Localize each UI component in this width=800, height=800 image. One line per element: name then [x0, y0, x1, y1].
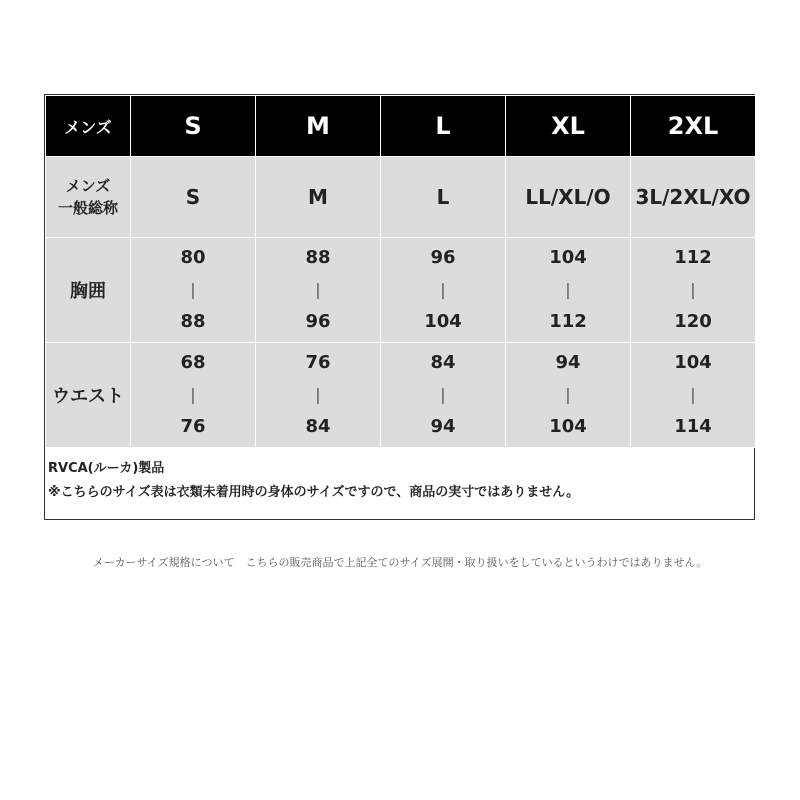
size-header-row — [46, 96, 756, 157]
range-separator: | — [440, 280, 446, 299]
chest-cell-s — [131, 238, 256, 343]
chest-min: 112 — [674, 247, 712, 268]
range-separator: | — [690, 280, 696, 299]
chest-row — [46, 238, 756, 343]
range-separator: | — [190, 280, 196, 299]
waist-max: 76 — [180, 416, 206, 437]
range-separator: | — [190, 385, 196, 404]
chest-min: 80 — [180, 247, 206, 268]
range-separator: | — [315, 385, 321, 404]
waist-cell-xl — [506, 343, 631, 448]
header-size-l: L — [381, 96, 506, 157]
waist-min: 68 — [180, 352, 206, 373]
header-size-2xl: 2XL — [631, 96, 756, 157]
chest-min: 104 — [549, 247, 587, 268]
waist-label: ウエスト — [46, 343, 131, 448]
range-separator: | — [565, 280, 571, 299]
chest-max: 88 — [180, 311, 206, 332]
header-size-s: S — [131, 96, 256, 157]
range-separator: | — [690, 385, 696, 404]
waist-min: 104 — [674, 352, 712, 373]
waist-max: 94 — [430, 416, 456, 437]
chest-label: 胸囲 — [46, 238, 131, 343]
header-size-m: M — [256, 96, 381, 157]
waist-row — [46, 343, 756, 448]
disclaimer-note: ※こちらのサイズ表は衣類未着用時の身体のサイズですので、商品の実寸ではありません。 — [48, 485, 580, 500]
range-separator: | — [565, 385, 571, 404]
chest-max: 120 — [674, 311, 712, 332]
chest-max: 96 — [305, 311, 331, 332]
chest-cell-m — [256, 238, 381, 343]
range-separator: | — [315, 280, 321, 299]
general-size-row — [46, 157, 756, 238]
general-size-label — [46, 157, 131, 238]
chest-cell-xl — [506, 238, 631, 343]
general-size-m: M — [256, 157, 381, 238]
waist-min: 76 — [305, 352, 331, 373]
general-size-label-line1: メンズ — [65, 177, 111, 195]
general-size-2xl: 3L/2XL/XO — [631, 157, 756, 238]
chest-max: 104 — [424, 311, 462, 332]
header-size-xl: XL — [506, 96, 631, 157]
waist-max: 104 — [549, 416, 587, 437]
footer-note: メーカーサイズ規格について こちらの販売商品で上記全てのサイズ展開・取り扱いをしているというわけではありません。 — [92, 556, 708, 569]
general-size-xl: LL/XL/O — [506, 157, 631, 238]
general-size-l: L — [381, 157, 506, 238]
chest-min: 96 — [430, 247, 456, 268]
waist-max: 114 — [674, 416, 712, 437]
general-size-s: S — [131, 157, 256, 238]
waist-cell-s — [131, 343, 256, 448]
waist-min: 84 — [430, 352, 456, 373]
waist-min: 94 — [555, 352, 581, 373]
waist-cell-2xl — [631, 343, 756, 448]
waist-cell-m — [256, 343, 381, 448]
waist-max: 84 — [305, 416, 331, 437]
notes-block — [48, 457, 748, 505]
chest-cell-l — [381, 238, 506, 343]
chest-cell-2xl — [631, 238, 756, 343]
header-category-cell: メンズ — [46, 96, 131, 157]
size-table — [45, 95, 756, 448]
chest-min: 88 — [305, 247, 331, 268]
chest-max: 112 — [549, 311, 587, 332]
brand-note: RVCA(ルーカ)製品 — [48, 461, 165, 476]
waist-cell-l — [381, 343, 506, 448]
general-size-label-line2: 一般総称 — [57, 199, 118, 217]
range-separator: | — [440, 385, 446, 404]
